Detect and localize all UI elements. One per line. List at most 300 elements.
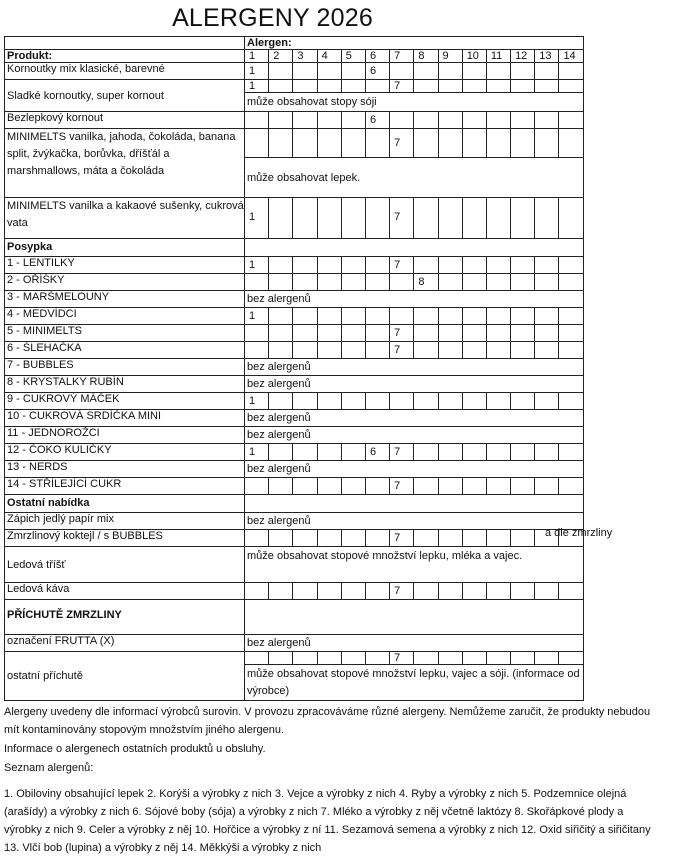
allergen-cell-1: 1: [245, 63, 269, 80]
allergen-cell-13: [535, 80, 559, 93]
allergen-cell-7: 7: [390, 198, 414, 239]
allergen-number: 14: [559, 50, 583, 63]
allergen-cell-11: [486, 129, 510, 158]
allergen-cell-8: [414, 342, 438, 359]
allergen-cell-4: [317, 129, 341, 158]
allergen-cell-5: [341, 478, 365, 495]
allergen-cell-12: [511, 112, 535, 129]
allergen-cell-10: [462, 393, 486, 410]
table-row: [5, 257, 584, 274]
allergen-cell-9: [438, 112, 462, 129]
allergen-cell-12: [511, 583, 535, 600]
table-row: [5, 478, 584, 495]
allergen-text: bez alergenů: [245, 376, 584, 393]
allergen-cell-12: [511, 325, 535, 342]
allergen-cell-11: [486, 257, 510, 274]
allergen-cell-3: [293, 257, 317, 274]
allergen-cell-7: 7: [390, 478, 414, 495]
allergen-cell-14: [559, 112, 583, 129]
allergen-cell-4: [317, 198, 341, 239]
allergen-cell-11: [486, 342, 510, 359]
allergen-cell-10: [462, 342, 486, 359]
allergen-cell-14: [559, 393, 583, 410]
allergen-table: [4, 36, 584, 701]
allergen-cell-2: [269, 530, 293, 547]
section-title: PŘÍCHUTĚ ZMRZLINY: [5, 600, 245, 635]
allergen-cell-6: [365, 530, 389, 547]
allergen-number: 13: [535, 50, 559, 63]
allergen-cell-4: [317, 80, 341, 93]
allergen-cell-8: [414, 583, 438, 600]
allergen-cell-1: 1: [245, 80, 269, 93]
product-name: 4 - MEDVÍDCI: [5, 308, 245, 325]
allergen-cell-11: [486, 308, 510, 325]
header-row-numbers: [5, 50, 584, 63]
table-row: [5, 198, 584, 239]
allergen-cell-10: [462, 652, 486, 665]
allergen-cell-11: [486, 530, 510, 547]
allergen-cell-10: [462, 274, 486, 291]
allergen-cell-6: [365, 393, 389, 410]
allergen-cell-2: [269, 80, 293, 93]
allergen-cell-11: [486, 80, 510, 93]
allergen-cell-7: 7: [390, 652, 414, 665]
allergen-cell-8: [414, 478, 438, 495]
allergen-cell-5: [341, 444, 365, 461]
allergen-cell-5: [341, 198, 365, 239]
allergen-cell-7: 7: [390, 444, 414, 461]
allergen-text: může obsahovat stopové množství lepku, mléka a vajec.: [245, 547, 584, 583]
allergen-text: bez alergenů: [245, 359, 584, 376]
section-row: [5, 239, 584, 257]
allergen-cell-12: [511, 274, 535, 291]
allergen-note: může obsahovat stopové množství lepku, vajec a sóji. (informace od výrobce): [245, 665, 584, 701]
allergen-cell-3: [293, 583, 317, 600]
allergen-cell-12: [511, 444, 535, 461]
allergen-cell-6: [365, 80, 389, 93]
allergen-cell-9: [438, 274, 462, 291]
allergen-cell-12: [511, 198, 535, 239]
allergen-cell-7: 7: [390, 342, 414, 359]
table-row: [5, 308, 584, 325]
allergen-cell-4: [317, 308, 341, 325]
allergen-cell-10: [462, 325, 486, 342]
allergen-cell-9: [438, 129, 462, 158]
section-empty: [245, 495, 584, 513]
allergen-note: může obsahovat lepek.: [245, 158, 584, 198]
table-row: [5, 63, 584, 80]
allergen-cell-7: [390, 274, 414, 291]
footer-allergen-list: 1. Obiloviny obsahující lepek 2. Korýši a výrobky z nich 3. Vejce a výrobky z nich 4. Ryby a výrobky z nich 5. Podzemnice olejná (arašídy) a výrobky z nich 6. Sójové boby (sója) a výrobky z nich 7. Mléko a výrobky z něj včetně laktózy 8. Skořápkové plody a výrobky z nich 9. Celer a výrobky z něj 10. Hořčice a výrobky z ní 11. Sezamová semena a výrobky z nich 12. Oxid siřičitý a siřičitany 13. Vlčí bob (lupina) a výrobky z něj 14. Měkkýši a výrobky z nich: [4, 788, 651, 854]
header-blank: [5, 37, 245, 50]
allergen-cell-1: [245, 342, 269, 359]
table-row: [5, 583, 584, 600]
allergen-cell-11: [486, 325, 510, 342]
allergen-cell-7: 7: [390, 325, 414, 342]
allergen-cell-9: [438, 257, 462, 274]
allergen-cell-3: [293, 342, 317, 359]
allergen-number: 8: [414, 50, 438, 63]
allergen-cell-2: [269, 444, 293, 461]
footer-disclaimer: Alergeny uvedeny dle informací výrobců surovin. V provozu zpracováváme různé alergeny. Nemůžeme zaručit, že produkty nebudou mít kontaminovány stopovým množstvím jiného alergenu.: [4, 706, 651, 736]
allergen-cell-9: [438, 393, 462, 410]
allergen-cell-13: [535, 444, 559, 461]
allergen-cell-10: [462, 583, 486, 600]
allergen-cell-13: [535, 257, 559, 274]
table-row: [5, 112, 584, 129]
allergen-cell-5: [341, 80, 365, 93]
allergen-cell-13: [535, 478, 559, 495]
allergen-cell-1: 1: [245, 308, 269, 325]
allergen-cell-13: [535, 112, 559, 129]
product-name: MINIMELTS vanilka, jahoda, čokoláda, banana split, žvýkačka, borůvka, dříšťál a marshmallows, máta a čokoláda: [5, 129, 245, 198]
allergen-cell-6: [365, 198, 389, 239]
allergen-cell-5: [341, 257, 365, 274]
allergen-cell-12: [511, 308, 535, 325]
allergen-cell-3: [293, 112, 317, 129]
allergen-cell-4: [317, 342, 341, 359]
table-row: [5, 547, 584, 583]
allergen-cell-2: [269, 652, 293, 665]
allergen-text: bez alergenů: [245, 635, 584, 652]
allergen-cell-6: 6: [365, 63, 389, 80]
table-row: [5, 530, 584, 547]
allergen-cell-9: [438, 530, 462, 547]
allergen-number: 3: [293, 50, 317, 63]
allergen-cell-12: [511, 80, 535, 93]
product-name: 14 - STŘÍLEJÍCÍ CUKR: [5, 478, 245, 495]
allergen-cell-3: [293, 325, 317, 342]
allergen-cell-13: [535, 325, 559, 342]
allergen-cell-6: [365, 652, 389, 665]
section-empty: [245, 600, 584, 635]
product-name: 9 - CUKROVÝ MÁČEK: [5, 393, 245, 410]
allergen-cell-6: 6: [365, 444, 389, 461]
allergen-cell-3: [293, 129, 317, 158]
allergen-cell-7: [390, 63, 414, 80]
allergen-cell-5: [341, 652, 365, 665]
allergen-cell-8: [414, 129, 438, 158]
allergen-cell-9: [438, 63, 462, 80]
table-row: [5, 461, 584, 478]
product-name: 13 - NERDS: [5, 461, 245, 478]
footer-list-heading: Seznam alergenů:: [4, 762, 94, 774]
allergen-cell-2: [269, 308, 293, 325]
allergen-cell-4: [317, 274, 341, 291]
allergen-cell-8: [414, 198, 438, 239]
allergen-cell-4: [317, 112, 341, 129]
table-row: [5, 342, 584, 359]
product-name: 10 - CUKROVÁ SRDÍČKA MINI: [5, 410, 245, 427]
allergen-cell-11: [486, 478, 510, 495]
allergen-cell-8: 8: [414, 274, 438, 291]
allergen-cell-12: [511, 257, 535, 274]
allergen-cell-4: [317, 63, 341, 80]
allergen-cell-13: [535, 63, 559, 80]
table-row: [5, 410, 584, 427]
product-name: 7 - BUBBLES: [5, 359, 245, 376]
allergen-cell-11: [486, 274, 510, 291]
allergen-cell-9: [438, 80, 462, 93]
section-row: [5, 600, 584, 635]
allergen-cell-3: [293, 393, 317, 410]
product-name: 6 - ŠLEHAČKA: [5, 342, 245, 359]
allergen-cell-3: [293, 308, 317, 325]
allergen-cell-6: [365, 478, 389, 495]
allergen-cell-12: [511, 530, 535, 547]
allergen-cell-7: 7: [390, 80, 414, 93]
table-row: [5, 635, 584, 652]
allergen-cell-12: [511, 63, 535, 80]
allergen-cell-3: [293, 652, 317, 665]
allergen-cell-1: [245, 129, 269, 158]
allergen-cell-1: [245, 325, 269, 342]
allergen-cell-5: [341, 112, 365, 129]
allergen-cell-4: [317, 444, 341, 461]
allergen-cell-5: [341, 129, 365, 158]
allergen-cell-8: [414, 257, 438, 274]
allergen-cell-2: [269, 257, 293, 274]
product-name: ostatní příchutě: [5, 652, 245, 701]
section-title: Ostatní nabídka: [5, 495, 245, 513]
allergen-cell-14: [559, 198, 583, 239]
table-row: [5, 274, 584, 291]
allergen-cell-8: [414, 308, 438, 325]
allergen-cell-7: 7: [390, 257, 414, 274]
product-name: Kornoutky mix klasické, barevné: [5, 63, 245, 80]
allergen-cell-2: [269, 63, 293, 80]
table-row: [5, 444, 584, 461]
allergen-cell-1: [245, 652, 269, 665]
allergen-cell-14: [559, 583, 583, 600]
page-title: ALERGENY 2026: [172, 4, 373, 32]
allergen-number: 2: [269, 50, 293, 63]
allergen-cell-2: [269, 583, 293, 600]
allergen-cell-11: [486, 63, 510, 80]
allergen-cell-14: [559, 444, 583, 461]
allergen-cell-6: [365, 129, 389, 158]
allergen-cell-4: [317, 583, 341, 600]
allergen-cell-5: [341, 308, 365, 325]
allergen-cell-2: [269, 325, 293, 342]
allergen-cell-13: [535, 342, 559, 359]
allergen-cell-2: [269, 342, 293, 359]
allergen-cell-1: [245, 530, 269, 547]
allergen-cell-5: [341, 63, 365, 80]
allergen-cell-10: [462, 80, 486, 93]
allergen-cell-8: [414, 112, 438, 129]
allergen-cell-14: [559, 257, 583, 274]
allergen-cell-4: [317, 393, 341, 410]
allergen-cell-9: [438, 444, 462, 461]
allergen-cell-13: [535, 308, 559, 325]
allergen-cell-11: [486, 112, 510, 129]
product-label: Produkt:: [5, 50, 245, 63]
allergen-cell-3: [293, 274, 317, 291]
allergen-text: bez alergenů: [245, 427, 584, 444]
allergen-cell-4: [317, 652, 341, 665]
allergen-cell-11: [486, 444, 510, 461]
allergen-cell-5: [341, 530, 365, 547]
allergen-cell-13: [535, 198, 559, 239]
allergen-cell-1: 1: [245, 198, 269, 239]
allergen-cell-1: 1: [245, 444, 269, 461]
allergen-cell-6: [365, 583, 389, 600]
allergen-cell-9: [438, 342, 462, 359]
product-name: 8 - KRYSTALKY RUBÍN: [5, 376, 245, 393]
allergen-number: 6: [365, 50, 389, 63]
allergen-cell-12: [511, 652, 535, 665]
product-name: MINIMELTS vanilka a kakaové sušenky, cukrová vata: [5, 198, 245, 239]
allergen-cell-3: [293, 478, 317, 495]
allergen-cell-14: [559, 652, 583, 665]
allergen-cell-9: [438, 308, 462, 325]
product-name: 2 - OŘÍŠKY: [5, 274, 245, 291]
allergen-number: 11: [486, 50, 510, 63]
footer: [4, 703, 664, 857]
allergen-cell-3: [293, 63, 317, 80]
product-name: 3 - MARŠMELOUNY: [5, 291, 245, 308]
allergen-cell-10: [462, 129, 486, 158]
allergen-cell-1: [245, 112, 269, 129]
allergen-cell-11: [486, 583, 510, 600]
product-name: Ledová tříšť: [5, 547, 245, 583]
allergen-cell-12: [511, 129, 535, 158]
footer-info: Informace o alergenech ostatních produktů u obsluhy.: [4, 743, 266, 755]
allergen-cell-8: [414, 652, 438, 665]
allergen-cell-12: [511, 342, 535, 359]
allergen-cell-7: 7: [390, 583, 414, 600]
table-row: [5, 80, 584, 93]
allergen-cell-5: [341, 583, 365, 600]
product-name: Zmrzlinový koktejl / s BUBBLES: [5, 530, 245, 547]
allergen-cell-5: [341, 393, 365, 410]
allergen-cell-9: [438, 478, 462, 495]
table-row: [5, 129, 584, 158]
allergen-cell-14: [559, 80, 583, 93]
allergen-cell-5: [341, 342, 365, 359]
section-row: [5, 495, 584, 513]
allergen-cell-6: 6: [365, 112, 389, 129]
table-row: [5, 427, 584, 444]
table-row: [5, 513, 584, 530]
header-row-allergen: [5, 37, 584, 50]
allergen-number: 10: [462, 50, 486, 63]
allergen-cell-1: [245, 478, 269, 495]
allergen-cell-8: [414, 325, 438, 342]
table-row: [5, 376, 584, 393]
allergen-cell-10: [462, 530, 486, 547]
allergen-cell-6: [365, 325, 389, 342]
allergen-number: 7: [390, 50, 414, 63]
allergen-cell-2: [269, 393, 293, 410]
allergen-cell-7: [390, 308, 414, 325]
allergen-cell-8: [414, 393, 438, 410]
table-row: [5, 359, 584, 376]
allergen-cell-9: [438, 652, 462, 665]
allergen-cell-14: [559, 308, 583, 325]
allergen-cell-13: [535, 583, 559, 600]
allergen-cell-9: [438, 325, 462, 342]
allergen-cell-5: [341, 274, 365, 291]
allergen-cell-13: [535, 652, 559, 665]
allergen-cell-14: [559, 63, 583, 80]
allergen-cell-2: [269, 198, 293, 239]
allergen-cell-7: [390, 393, 414, 410]
allergen-text: bez alergenů: [245, 513, 584, 530]
allergen-cell-4: [317, 530, 341, 547]
allergen-cell-4: [317, 325, 341, 342]
allergen-cell-1: [245, 274, 269, 291]
product-name: 12 - ČOKO KULIČKY: [5, 444, 245, 461]
allergen-cell-7: 7: [390, 129, 414, 158]
allergen-number: 12: [511, 50, 535, 63]
allergen-cell-11: [486, 652, 510, 665]
allergen-number: 9: [438, 50, 462, 63]
allergen-text: bez alergenů: [245, 291, 584, 308]
table-row: [5, 393, 584, 410]
allergen-cell-9: [438, 198, 462, 239]
allergen-cell-3: [293, 80, 317, 93]
allergen-cell-5: [341, 325, 365, 342]
allergen-number: 4: [317, 50, 341, 63]
allergen-cell-14: [559, 274, 583, 291]
table-row: [5, 291, 584, 308]
allergen-cell-1: 1: [245, 257, 269, 274]
allergen-cell-10: [462, 444, 486, 461]
product-name: 1 - LENTILKY: [5, 257, 245, 274]
allergen-cell-11: [486, 393, 510, 410]
allergen-cell-1: 1: [245, 393, 269, 410]
product-name: Sladké kornoutky, super kornout: [5, 80, 245, 112]
allergen-number: 1: [245, 50, 269, 63]
allergen-label: Alergen:: [245, 37, 584, 50]
allergen-text: bez alergenů: [245, 410, 584, 427]
allergen-number: 5: [341, 50, 365, 63]
allergen-cell-10: [462, 198, 486, 239]
allergen-text: bez alergenů: [245, 461, 584, 478]
product-name: Zápich jedlý papír mix: [5, 513, 245, 530]
allergen-cell-8: [414, 530, 438, 547]
allergen-cell-2: [269, 112, 293, 129]
product-name: Bezlepkový kornout: [5, 112, 245, 129]
product-name: 11 - JEDNOROŽCI: [5, 427, 245, 444]
allergen-cell-14: [559, 129, 583, 158]
allergen-cell-10: [462, 308, 486, 325]
allergen-cell-14: [559, 342, 583, 359]
allergen-cell-14: [559, 325, 583, 342]
allergen-cell-2: [269, 478, 293, 495]
allergen-cell-2: [269, 274, 293, 291]
table-row: [5, 652, 584, 665]
allergen-cell-8: [414, 444, 438, 461]
allergen-cell-13: [535, 393, 559, 410]
allergen-cell-10: [462, 257, 486, 274]
product-name: 5 - MINIMELTS: [5, 325, 245, 342]
side-note: a dle zmrzliny: [545, 527, 613, 539]
table-row: [5, 325, 584, 342]
allergen-cell-3: [293, 198, 317, 239]
allergen-cell-3: [293, 444, 317, 461]
allergen-cell-6: [365, 308, 389, 325]
allergen-note: může obsahovat stopy sóji: [245, 93, 584, 112]
allergen-cell-3: [293, 530, 317, 547]
allergen-cell-10: [462, 112, 486, 129]
allergen-cell-4: [317, 257, 341, 274]
allergen-cell-4: [317, 478, 341, 495]
allergen-cell-10: [462, 63, 486, 80]
allergen-cell-2: [269, 129, 293, 158]
